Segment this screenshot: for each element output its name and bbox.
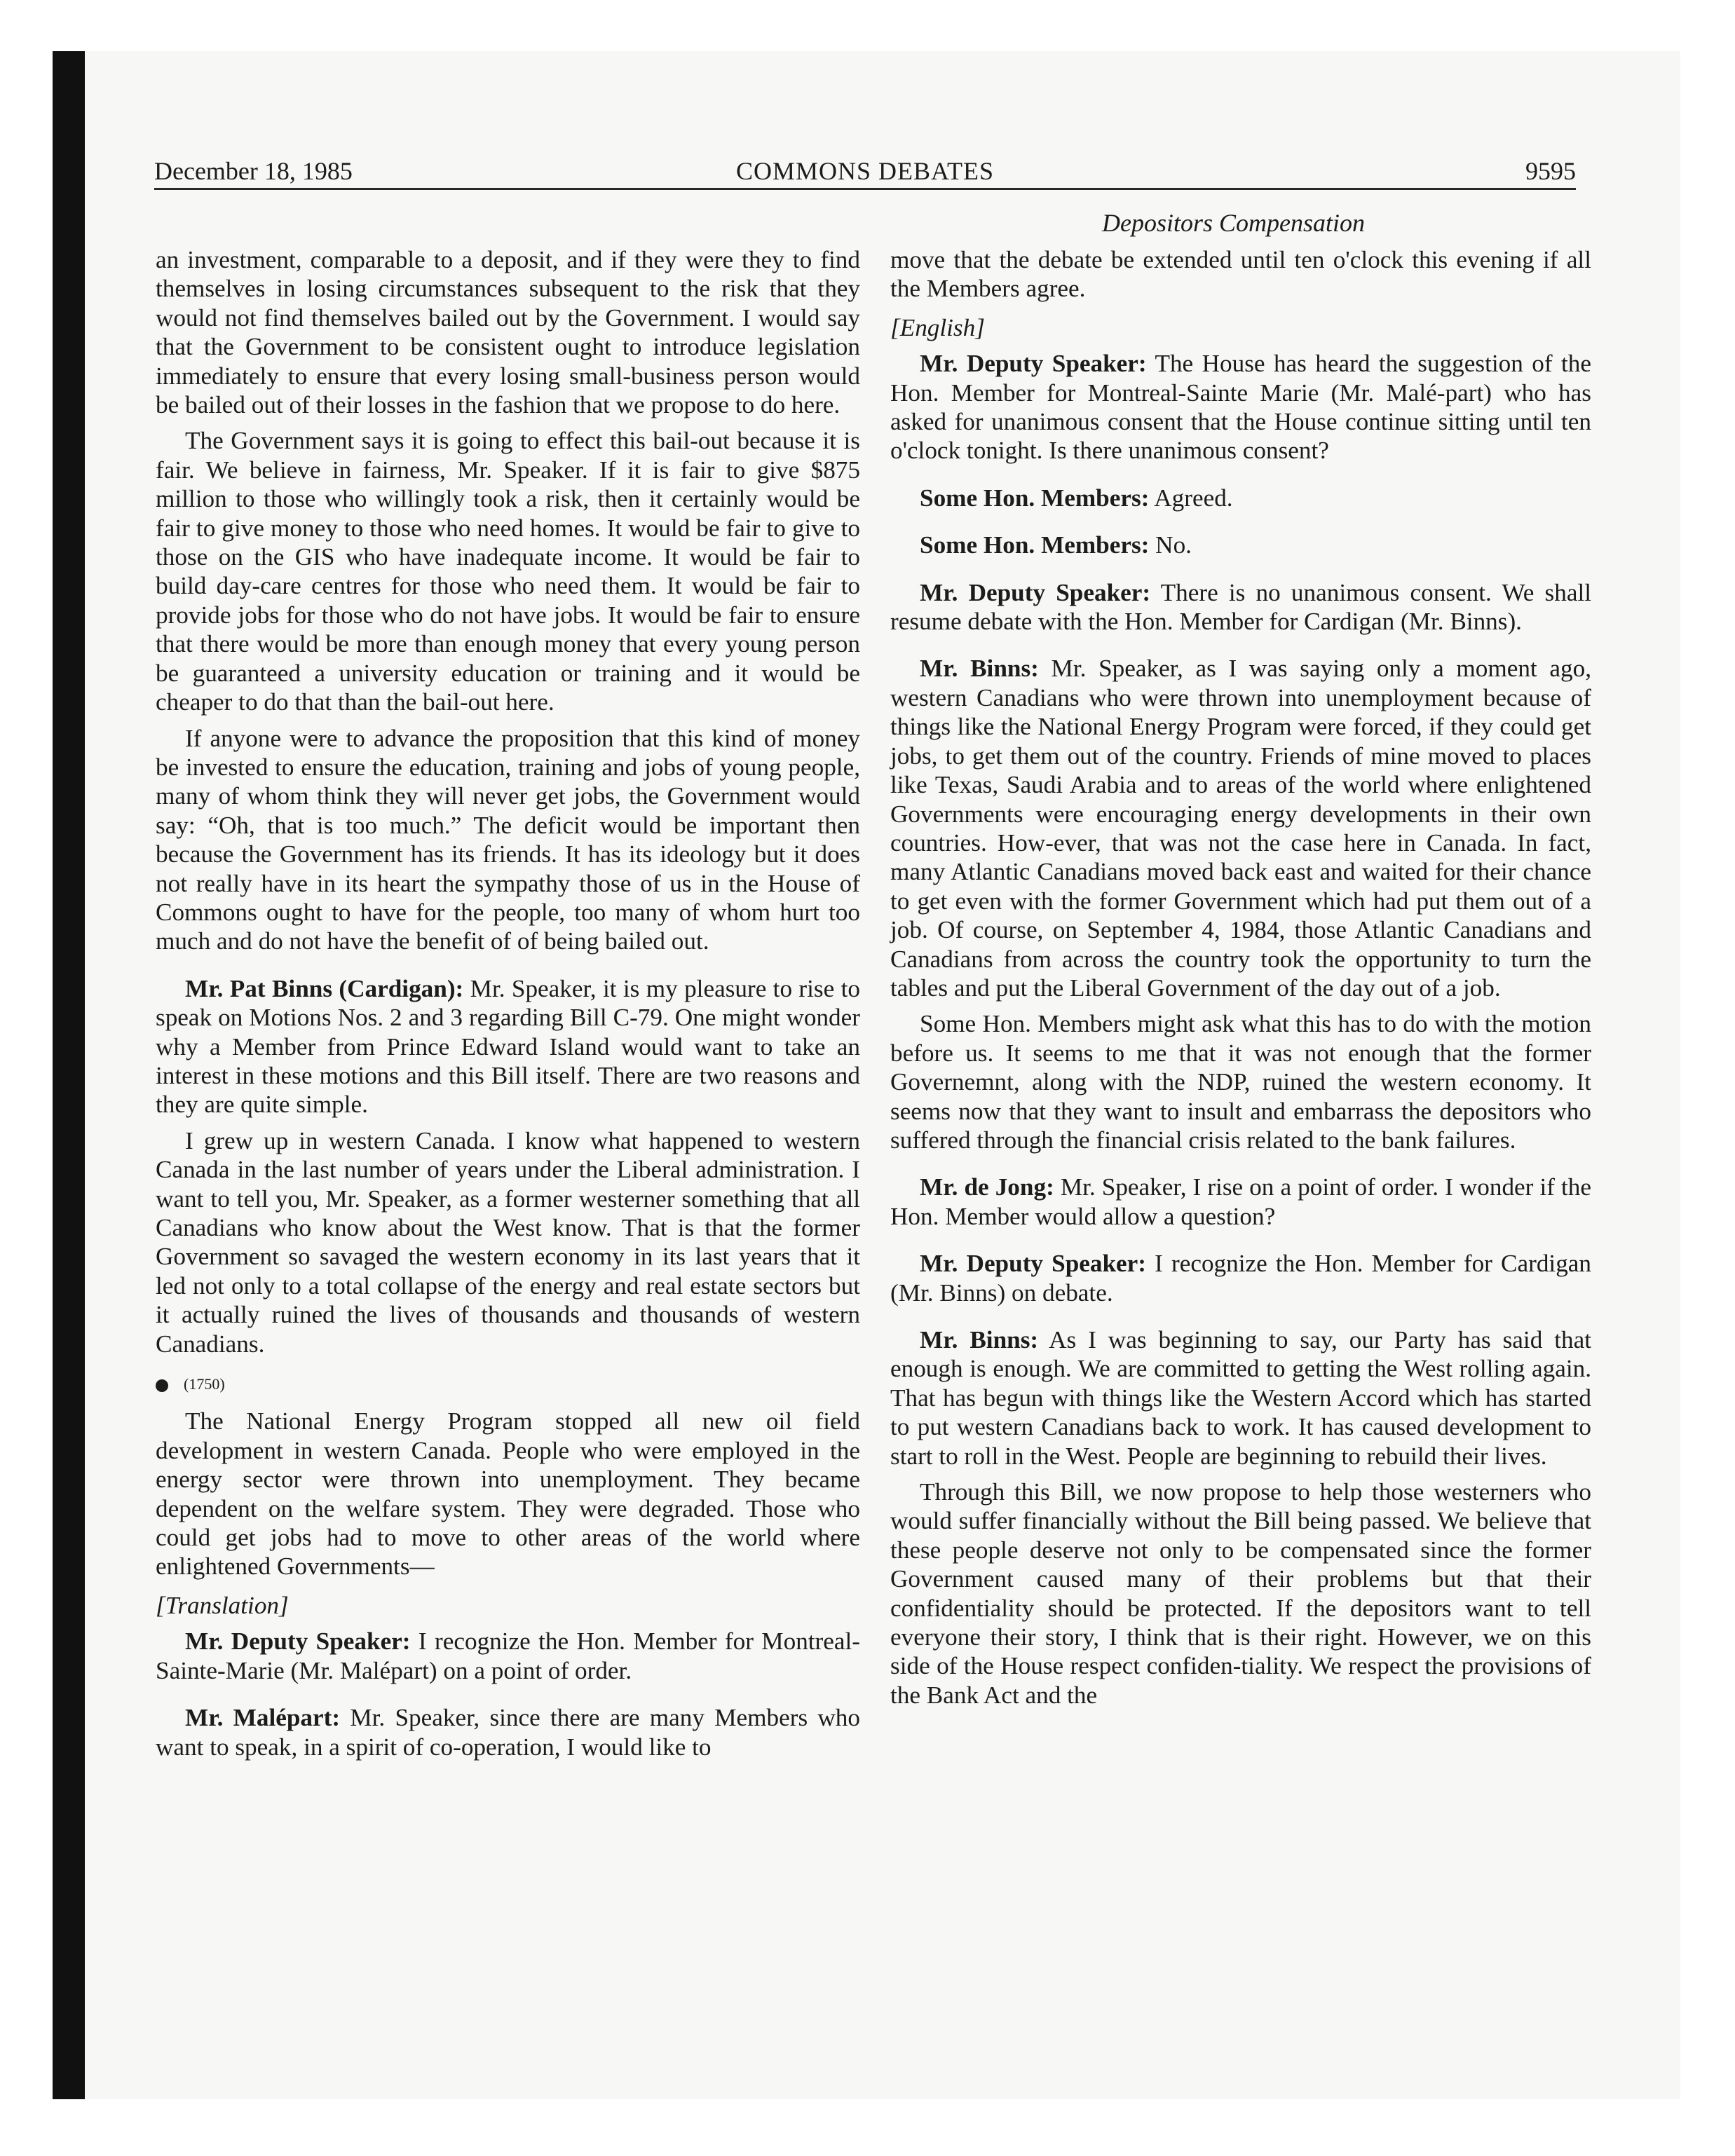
speaker-name: Some Hon. Members: [920, 484, 1150, 512]
paragraph: The Government says it is going to effect this bail-out because it is fair. We believe in fairness, Mr. Speaker. If it is fair to give $875 million to those who willingly took a risk, then it certainly would be fair to give money to those who need homes. It would be fair to give to those on the GIS who have inadequate income. It would be fair to build day-care centres for those who need them. It would be fair to provide jobs for those who do not have jobs. It would be fair to ensure that there would be more than enough money that every young person be guaranteed a university education or training and it would be cheaper to do that than the bail-out here. [156, 427, 860, 716]
binding-edge [53, 51, 85, 2099]
speech-paragraph [890, 578, 1591, 636]
speech-text: The House has heard the suggestion of the Hon. Member for Montreal-Sainte Marie (Mr. Malé-part) who has asked for unanimous consent that the House continue sitting until ten o'clock tonight. Is there unanimous consent? [890, 350, 1592, 465]
speech-paragraph [156, 1627, 860, 1685]
speech-paragraph [890, 1249, 1591, 1307]
speech-text: Mr. Speaker, it is my pleasure to rise to speak on Motions Nos. 2 and 3 regarding Bill C-79. One might wonder why a Member from Prince Edward Island would want to take an interest in these motions and this Bill itself. There are two reasons and they are quite simple. [156, 974, 860, 1119]
speech-text: I recognize the Hon. Member for Cardigan (Mr. Binns) on debate. [890, 1250, 1592, 1306]
speaker-name: Mr. Malépart: [185, 1704, 341, 1732]
speaker-name: Some Hon. Members: [920, 531, 1150, 559]
speech-paragraph [890, 531, 1591, 559]
paragraph: If anyone were to advance the proposition that this kind of money be invested to ensure the education, training and jobs of young people, many of whom think they will never get jobs, the Government would say: “Oh, that is too much.” The deficit would be important then because the Government has its friends. It has its ideology but it does not really have in its heart the sympathy those of us in the House of Commons ought to have for the people, too many of whom hurt too much and do not have the benefit of of being bailed out. [156, 724, 860, 955]
paragraph: Some Hon. Members might ask what this has to do with the motion before us. It seems to me that it was not enough that the former Governemnt, along with the NDP, ruined the western economy. It seems now that they want to insult and embarrass the depositors who suffered through the financial crisis related to the bank failures. [890, 1010, 1591, 1154]
speech-paragraph [890, 654, 1591, 1002]
speaker-name: Mr. Binns: [920, 655, 1039, 683]
speech-paragraph [156, 974, 860, 1119]
speech-paragraph [890, 1325, 1591, 1471]
paragraph: move that the debate be extended until ten o'clock this evening if all the Members agree. [890, 246, 1591, 303]
speaker-name: Mr. Pat Binns (Cardigan): [185, 974, 464, 1002]
speaker-name: Mr. de Jong: [920, 1173, 1054, 1201]
speech-text: Mr. Speaker, since there are many Members who want to speak, in a spirit of co-operation, I would like to [156, 1704, 860, 1761]
time-marker-text: (1750) [184, 1375, 225, 1393]
language-marker: [Translation] [156, 1591, 289, 1619]
right-column [890, 245, 1591, 1717]
header-page-number: 9595 [1525, 157, 1576, 185]
speech-paragraph [156, 1703, 860, 1761]
speech-text: As I was beginning to say, our Party has said that enough is enough. We are committed to getting the West rolling again. That has begun with things like the Western Accord which has started to put western Canadians back to work. It has caused development to start to roll in the West. People are beginning to rebuild their lives. [890, 1326, 1591, 1470]
speaker-name: Mr. Deputy Speaker: [185, 1628, 411, 1656]
speaker-name: Mr. Binns: [920, 1326, 1039, 1353]
speaker-name: Mr. Deputy Speaker: [920, 578, 1151, 606]
language-marker: [English] [890, 313, 985, 341]
speaker-name: Mr. Deputy Speaker: [920, 1250, 1147, 1278]
speech-text: There is no unanimous consent. We shall resume debate with the Hon. Member for Cardigan (Mr. Binns). [890, 578, 1592, 636]
bullet-icon [156, 1379, 168, 1392]
running-head: Depositors Compensation [1101, 209, 1365, 237]
paragraph: The National Energy Program stopped all new oil field development in western Canada. People who were employed in the energy sector were thrown into unemployment. They became dependent on the welfare system. They were degraded. Those who could get jobs had to move to other areas of the world where enlightened Governments— [156, 1407, 860, 1581]
speech-text: Mr. Speaker, as I was saying only a moment ago, western Canadians who were thrown into unemployment because of things like the National Energy Program were forced, if they could get jobs, to get them out of the country. Friends of mine moved to places like Texas, Saudi Arabia and to areas of the world where enlightened Governments were encouraging energy developments in their own countries. How-ever, that was not the case here in Canada. In fact, many Atlantic Canadians moved back east and waited for their chance to get even with the former Government which had put them out of a job. Of course, on September 4, 1984, those Atlantic Canadians and Canadians from across the country took the opportunity to turn the tables and put the Liberal Government of the day out of a job. [890, 655, 1591, 1002]
speech-text: I recognize the Hon. Member for Montreal-Sainte-Marie (Mr. Malépart) on a point of order. [156, 1628, 861, 1684]
speaker-name: Mr. Deputy Speaker: [920, 350, 1147, 378]
speech-text: Agreed. [1149, 484, 1233, 512]
speech-text: Mr. Speaker, I rise on a point of order. I wonder if the Hon. Member would allow a question? [890, 1173, 1591, 1230]
header-date: December 18, 1985 [154, 157, 353, 185]
speech-paragraph [890, 484, 1591, 512]
paragraph: I grew up in western Canada. I know what happened to western Canada in the last number of years under the Liberal administration. I want to tell you, Mr. Speaker, as a former westerner something that all Canadians who know about the West know. That is that the former Government so savaged the western economy in its last years that it led not only to a total collapse of the energy and real estate sectors but it actually ruined the lives of thousands and thousands of western Canadians. [156, 1126, 860, 1358]
speech-text: No. [1149, 531, 1192, 559]
speech-paragraph [890, 1173, 1591, 1231]
left-column [156, 245, 860, 1768]
header-journal-title: COMMONS DEBATES [735, 157, 995, 185]
speech-paragraph [890, 349, 1591, 465]
paragraph: Through this Bill, we now propose to help those westerners who would suffer financially without the Bill being passed. We believe that these people deserve not only to be compensated since the former Government caused many of their problems but that their confidentiality should be protected. If the depositors want to tell everyone their story, I think that is their right. However, we on this side of the House respect confiden-tiality. We respect the provisions of the Bank Act and the [890, 1478, 1591, 1709]
page-header [154, 153, 1576, 189]
header-rule [154, 188, 1576, 190]
time-marker [156, 1370, 860, 1398]
paragraph: an investment, comparable to a deposit, and if they were they to find themselves in losing circumstances subsequent to the risk that they would not find themselves bailed out by the Government. I would say that the Government to be consistent ought to introduce legislation immediately to ensure that every losing small-business person would be bailed out of their losses in the fashion that we propose to do here. [156, 246, 860, 419]
